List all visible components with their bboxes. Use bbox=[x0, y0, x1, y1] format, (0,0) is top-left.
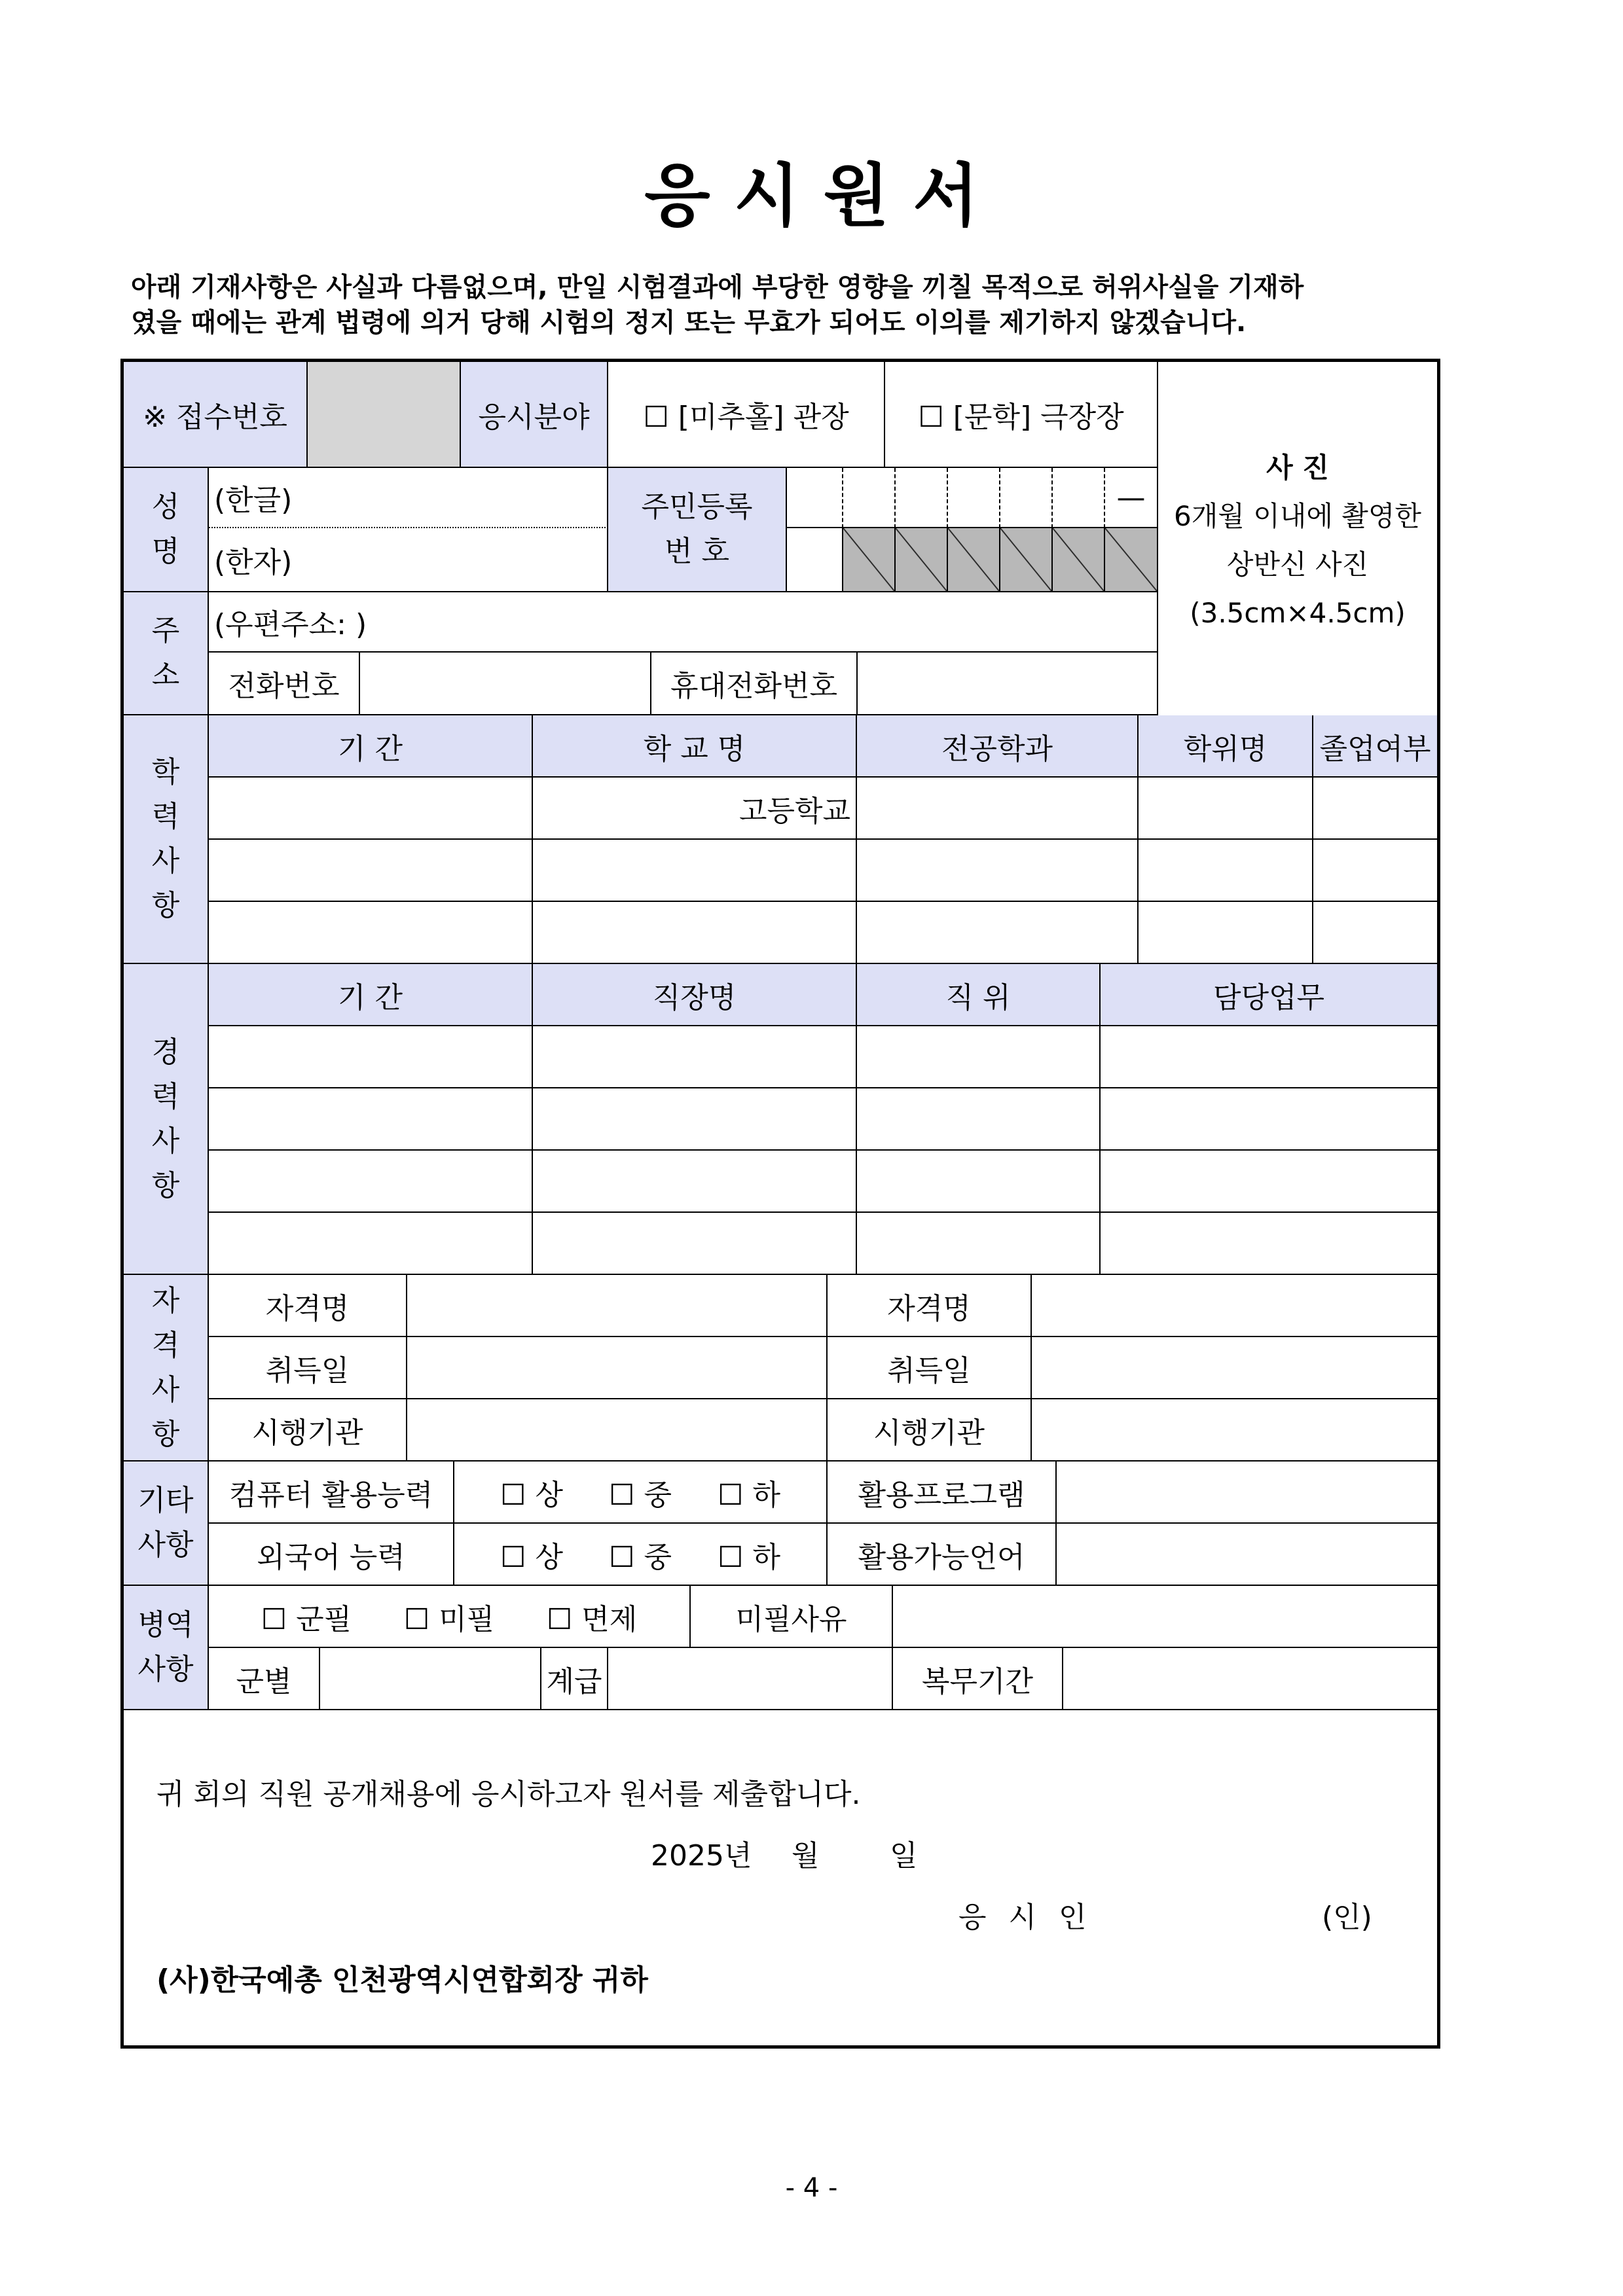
rrn-digit[interactable] bbox=[896, 468, 948, 528]
declaration-day[interactable]: 일 bbox=[890, 1839, 918, 1873]
level-high-checkbox[interactable]: ☐ 상 bbox=[500, 1478, 563, 1512]
declaration-text: 귀 회의 직원 공개채용에 응시하고자 원서를 제출합니다. bbox=[156, 1778, 861, 1811]
edu-cell[interactable] bbox=[1139, 902, 1313, 964]
edu-cell[interactable] bbox=[209, 840, 533, 902]
edu-header-degree: 학위명 bbox=[1139, 715, 1313, 778]
page-title: 응 시 원 서 bbox=[644, 156, 979, 236]
career-cell[interactable] bbox=[1101, 1213, 1437, 1275]
license-name-field[interactable] bbox=[407, 1275, 828, 1337]
military-period-field[interactable] bbox=[1063, 1648, 1437, 1710]
rrn-digit[interactable] bbox=[787, 468, 843, 528]
edu-cell[interactable] bbox=[857, 778, 1139, 840]
declaration-month[interactable]: 월 bbox=[792, 1839, 820, 1873]
military-branch-label: 군별 bbox=[209, 1648, 320, 1710]
license-label: 자 격 사 항 bbox=[124, 1275, 209, 1462]
language-skill-options bbox=[454, 1524, 828, 1586]
military-rank-label: 계급 bbox=[541, 1648, 608, 1710]
edu-cell[interactable] bbox=[209, 778, 533, 840]
edu-cell[interactable] bbox=[1313, 902, 1437, 964]
rrn-digit[interactable] bbox=[843, 468, 896, 528]
edu-cell[interactable] bbox=[1313, 840, 1437, 902]
rrn-masked bbox=[843, 528, 896, 592]
edu-cell[interactable] bbox=[1139, 778, 1313, 840]
notice-text bbox=[131, 270, 1447, 340]
license-issuer-label-2: 시행기관 bbox=[828, 1399, 1032, 1462]
name-korean-field[interactable]: (한글) bbox=[209, 468, 608, 528]
name-label: 성 명 bbox=[124, 468, 209, 592]
career-cell[interactable] bbox=[209, 1151, 533, 1213]
military-exempt-checkbox[interactable]: ☐ 면제 bbox=[546, 1602, 638, 1636]
career-cell[interactable] bbox=[1101, 1151, 1437, 1213]
military-served-checkbox[interactable]: ☐ 군필 bbox=[261, 1602, 352, 1636]
career-cell[interactable] bbox=[533, 1151, 857, 1213]
edu-header-graduation: 졸업여부 bbox=[1313, 715, 1437, 778]
career-header-position: 직 위 bbox=[857, 964, 1101, 1026]
photo-box bbox=[1158, 362, 1437, 721]
license-date-label-2: 취득일 bbox=[828, 1337, 1032, 1399]
level-high-checkbox[interactable]: ☐ 상 bbox=[500, 1540, 563, 1574]
military-label: 병역 사항 bbox=[124, 1586, 209, 1710]
rrn-digit[interactable] bbox=[948, 468, 1000, 528]
license-name-label: 자격명 bbox=[209, 1275, 407, 1337]
rrn-masked bbox=[1053, 528, 1105, 592]
field-option-michuhol[interactable]: ☐ [미추홀] 관장 bbox=[608, 362, 885, 468]
license-issuer-label: 시행기관 bbox=[209, 1399, 407, 1462]
license-name-field-2[interactable] bbox=[1032, 1275, 1437, 1337]
page-number: - 4 - bbox=[785, 2173, 838, 2203]
photo-note-3: (3.5cm×4.5cm) bbox=[1190, 597, 1406, 629]
notice-line-2: 였을 때에는 관계 법령에 의거 당해 시험의 정지 또는 무효가 되어도 이의를 제기하지 않겠습니다. bbox=[131, 308, 1247, 338]
field-option-munhak[interactable]: ☐ [문학] 극장장 bbox=[885, 362, 1158, 468]
rrn-masked bbox=[896, 528, 948, 592]
career-cell[interactable] bbox=[209, 1026, 533, 1088]
rrn-masked bbox=[1000, 528, 1053, 592]
address-label: 주 소 bbox=[124, 592, 209, 715]
rrn-masked bbox=[1105, 528, 1158, 592]
career-cell[interactable] bbox=[1101, 1088, 1437, 1151]
military-status-options bbox=[209, 1586, 691, 1648]
license-issuer-field-2[interactable] bbox=[1032, 1399, 1437, 1462]
career-header-duties: 담당업무 bbox=[1101, 964, 1437, 1026]
rrn-label: 주민등록 번 호 bbox=[608, 468, 787, 592]
level-mid-checkbox[interactable]: ☐ 중 bbox=[609, 1540, 672, 1574]
edu-cell[interactable] bbox=[533, 840, 857, 902]
edu-header-school: 학 교 명 bbox=[533, 715, 857, 778]
career-header-period: 기 간 bbox=[209, 964, 533, 1026]
application-form bbox=[120, 359, 1440, 2049]
edu-cell[interactable] bbox=[1313, 778, 1437, 840]
career-cell[interactable] bbox=[857, 1151, 1101, 1213]
career-label: 경 력 사 항 bbox=[124, 964, 209, 1275]
career-cell[interactable] bbox=[857, 1088, 1101, 1151]
postal-address-field[interactable]: (우편주소: ) bbox=[209, 592, 1158, 653]
addressee: (사)한국예총 인천광역시연합회장 귀하 bbox=[156, 1964, 648, 1997]
language-skill-label: 외국어 능력 bbox=[209, 1524, 454, 1586]
military-reason-field[interactable] bbox=[893, 1586, 1437, 1648]
career-cell[interactable] bbox=[533, 1213, 857, 1275]
military-period-label: 복무기간 bbox=[893, 1648, 1063, 1710]
language-label: 활용가능언어 bbox=[828, 1524, 1057, 1586]
mobile-field[interactable] bbox=[858, 653, 1158, 715]
language-field[interactable] bbox=[1057, 1524, 1437, 1586]
license-name-label-2: 자격명 bbox=[828, 1275, 1032, 1337]
applicant-label: 응 시 인 bbox=[958, 1901, 1093, 1934]
program-label: 활용프로그램 bbox=[828, 1462, 1057, 1524]
military-not-served-checkbox[interactable]: ☐ 미필 bbox=[403, 1602, 495, 1636]
career-header-company: 직장명 bbox=[533, 964, 857, 1026]
edu-header-major: 전공학과 bbox=[857, 715, 1139, 778]
edu-header-period: 기 간 bbox=[209, 715, 533, 778]
license-date-label: 취득일 bbox=[209, 1337, 407, 1399]
career-cell[interactable] bbox=[857, 1026, 1101, 1088]
receipt-number-label: ※ 접수번호 bbox=[124, 362, 308, 468]
military-branch-field[interactable] bbox=[320, 1648, 541, 1710]
rrn-masked bbox=[948, 528, 1000, 592]
career-cell[interactable] bbox=[533, 1088, 857, 1151]
photo-note-1: 6개월 이내에 촬영한 bbox=[1174, 500, 1421, 532]
license-issuer-field[interactable] bbox=[407, 1399, 828, 1462]
declaration-year: 2025년 bbox=[651, 1839, 752, 1873]
mobile-label: 휴대전화번호 bbox=[651, 653, 858, 715]
edu-cell[interactable] bbox=[857, 840, 1139, 902]
rrn-dash: — bbox=[1105, 468, 1158, 528]
edu-cell[interactable] bbox=[209, 902, 533, 964]
seal-mark[interactable]: (인) bbox=[1322, 1901, 1372, 1934]
education-label: 학 력 사 항 bbox=[124, 715, 209, 964]
computer-skill-options bbox=[454, 1462, 828, 1524]
edu-cell[interactable] bbox=[533, 902, 857, 964]
career-cell[interactable] bbox=[533, 1026, 857, 1088]
career-cell[interactable] bbox=[857, 1213, 1101, 1275]
computer-skill-label: 컴퓨터 활용능력 bbox=[209, 1462, 454, 1524]
career-cell[interactable] bbox=[209, 1088, 533, 1151]
photo-note-2: 상반신 사진 bbox=[1226, 548, 1369, 581]
license-date-field-2[interactable] bbox=[1032, 1337, 1437, 1399]
license-date-field[interactable] bbox=[407, 1337, 828, 1399]
edu-cell[interactable] bbox=[1139, 840, 1313, 902]
other-label: 기타 사항 bbox=[124, 1462, 209, 1586]
military-reason-label: 미필사유 bbox=[691, 1586, 893, 1648]
military-rank-field[interactable] bbox=[608, 1648, 893, 1710]
rrn-digit[interactable] bbox=[787, 528, 843, 592]
notice-line-1: 아래 기재사항은 사실과 다름없으며, 만일 시험결과에 부당한 영향을 끼칠 목적으로 허위사실을 기재하 bbox=[131, 272, 1304, 302]
edu-high-school-cell[interactable]: 고등학교 bbox=[533, 778, 857, 840]
name-hanja-field[interactable]: (한자) bbox=[209, 528, 608, 592]
level-low-checkbox[interactable]: ☐ 하 bbox=[718, 1478, 780, 1512]
career-cell[interactable] bbox=[1101, 1026, 1437, 1088]
photo-title: 사 진 bbox=[1266, 452, 1329, 484]
career-cell[interactable] bbox=[209, 1213, 533, 1275]
edu-cell[interactable] bbox=[857, 902, 1139, 964]
phone-label: 전화번호 bbox=[209, 653, 360, 715]
exam-field-label: 응시분야 bbox=[461, 362, 608, 468]
level-low-checkbox[interactable]: ☐ 하 bbox=[718, 1540, 780, 1574]
receipt-number-field bbox=[308, 362, 461, 468]
rrn-digit[interactable] bbox=[1053, 468, 1105, 528]
rrn-digit[interactable] bbox=[1000, 468, 1053, 528]
program-field[interactable] bbox=[1057, 1462, 1437, 1524]
level-mid-checkbox[interactable]: ☐ 중 bbox=[609, 1478, 672, 1512]
phone-field[interactable] bbox=[360, 653, 651, 715]
